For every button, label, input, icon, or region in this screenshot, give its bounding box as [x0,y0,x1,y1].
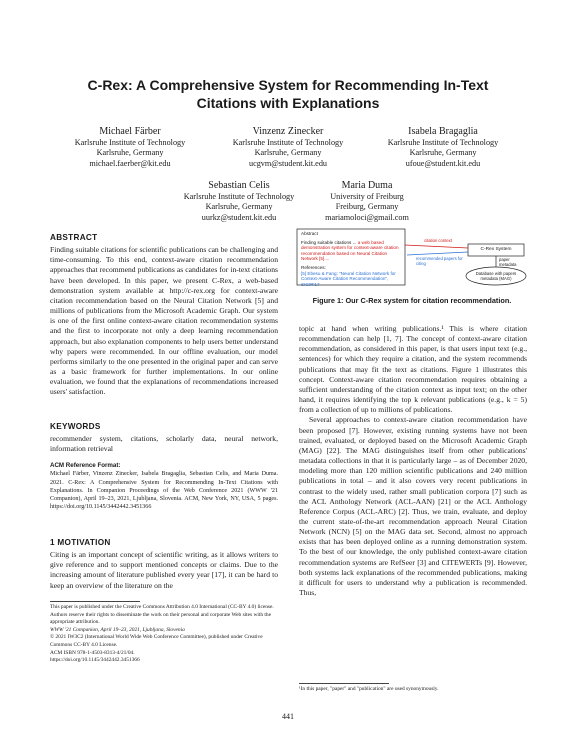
keywords-heading: KEYWORDS [50,422,101,431]
figure-caption: Figure 1: Our C-Rex system for citation recommendation. [312,296,512,305]
author-name: Vinzenz Zinecker [252,126,324,137]
author-location: Karlsruhe, Germany [409,148,477,158]
venue-text: WWW '21 Companion, April 19–23, 2021, Ljubljana, Slovenia [50,626,185,633]
copyright-text: © 2021 IW3C2 (International World Wide Web Conference Committee), published under Creative Commons CC-BY 4.0 License. [50,634,263,648]
acm-reference-heading: ACM Reference Format: [50,462,121,469]
author-block [292,180,442,223]
author-block [213,126,363,169]
motivation-section [50,538,278,591]
figure-1 [296,228,528,288]
author-location: Freiburg, Germany [335,202,399,212]
paragraph: topic at hand when writing publications.¹ This is where citation recommendation can help [1, 7]. The concept of context-aware citation recommendation, as considered in this paper, is that users input text (e.g., sentences) for which they require a citation, and the system recommends publications that may fit the text as citations. Figure 1 illustrates this concept. Context-aware citation recommendation requires obtaining a sufficient understanding of the citation context as input text; on the other hand, it requires identifying the top k relevant publications (e.g., k = 5) from a collection of up to millions of publications. [299,324,527,415]
keywords-section [50,422,278,454]
figure-text-black: Finding suitable citations ... [301,239,357,245]
abstract-section [50,233,278,398]
paper-title: C-Rex: A Comprehensive System for Recommending In-Text Citations with Explanations [87,77,489,111]
acm-reference [50,462,278,512]
author-name: Maria Duma [341,180,393,191]
author-location: Karlsruhe, Germany [205,202,273,212]
author-block [55,126,205,169]
author-affiliation: Karlsruhe Institute of Technology [387,138,499,147]
author-email: michael.faerber@kit.edu [89,158,171,168]
motivation-heading: 1 MOTIVATION [50,538,111,547]
figure-references-label: References: [301,264,326,270]
isbn-text: ACM ISBN 978-1-4503-8313-4/21/04. [50,649,135,656]
footnote-rule [299,683,389,684]
author-email: ufoue@student.kit.edu [405,158,481,168]
database-label: Database with papers metadata (MAG) [475,271,517,281]
author-name: Isabela Bragaglia [408,126,478,137]
author-email: ucgvm@student.kit.edu [248,158,328,168]
edge-label-recommended: recommended papers for citing [416,256,463,266]
motivation-text: Citing is an important concept of scientific writing, as it allows writers to give reference and to support mentioned concepts or claims. Due to the increasing amount of literature published every year [17], it can be hard to keep an overview of the literature on the [50,550,278,590]
author-affiliation: Karlsruhe Institute of Technology [74,138,186,147]
author-affiliation: Karlsruhe Institute of Technology [232,138,344,147]
figure-input-text [301,231,401,287]
license-block [50,604,278,665]
author-location: Karlsruhe, Germany [254,148,322,158]
author-affiliation: University of Freiburg [330,192,404,201]
author-email: mariamoloci@gmail.com [325,212,409,222]
license-text: This paper is published under the Creative Commons Attribution 4.0 International (CC-BY 4.0) license. Authors reserve their rights to disseminate the work on their personal and corporate Web sites with the appropriate attribution. [50,604,274,626]
doi-text: https://doi.org/10.1145/3442442.3451366 [50,657,140,664]
footnote: ¹In this paper, "paper" and "publication" are used synonymously. [299,686,439,692]
keywords-text: recommender system, citations, scholarly data, neural network, information retrieval [50,434,278,454]
figure-text-red: a web based demonstration system for context-aware citation recommendation based on Neural Citation Network [5].... [301,239,399,262]
edge-label-context: citation context [424,238,452,243]
recommend-arrow [407,252,468,255]
abstract-text: Finding suitable citations for scientific publications can be challenging and time-consuming. To this end, context-aware citation recommendation approaches that recommend publications as candidates for in-text citations have been developed. In this paper, we present C-Rex, a web-based demonstration system available at http://c-rex.org for context-aware citation recommendation based on the Neural Citation Network [5] and millions of publications from the Microsoft Academic Graph. Our system is one of the first online context-aware citation recommendation systems and the first to incorporate not only a deep learning recommendation approach, but also explanation components to help users better understand why papers were recommended. In our offline evaluation, our model performs similarly to the one presented in the original paper and can serve as a basic framework for further implementations. In our online evaluation, we found that the explanations of recommendations increased users' satisfaction. [50,245,278,397]
author-name: Michael Färber [99,126,161,137]
author-block [368,126,518,169]
figure-reference-blue: [5] Ebesu & Fang: "Neural Citation Network for Context-Aware Citation Recommendation", SIGIR'17 [301,270,396,287]
page-number: 441 [282,712,294,721]
context-arrow [405,245,468,248]
acm-reference-text: Michael Färber, Vinzenz Zinecker, Isabela Bragaglia, Sebastian Celis, and Maria Duma. 2021. C-Rex: A Comprehensive System for Recommending In-Text Citations with Explanations. In Companion Proceedings of the Web Conference 2021 (WWW '21 Companion), April 19–23, 2021, Ljubljana, Slovenia. ACM, New York, NY, USA, 5 pages. https://doi.org/10.1145/3442442.3451366 [50,471,278,511]
system-label: C-Rex System [480,247,512,252]
footnote-rule [50,601,140,602]
abstract-heading: ABSTRACT [50,233,98,242]
author-affiliation: Karlsruhe Institute of Technology [183,192,295,201]
figure-abstract-label: Abstract [301,231,318,236]
edge-label-metadata: paper metadata [499,257,517,267]
right-column-text [299,324,527,598]
author-email: uurkz@student.kit.edu [201,212,277,222]
author-location: Karlsruhe, Germany [96,148,164,158]
paragraph: Several approaches to context-aware citation recommendation have been proposed [7]. However, existing running systems have not been trained, evaluated, or deployed based on the Microsoft Academic Graph (MAG) [22]. The MAG distinguishes itself from other publications' metadata collections in that it is particularly large – as of December 2020, modeling more than 120 million scientific publications and 240 million publications in total – and it also covers very recent publications in contrast to the widely used, rather small publication corpora [7] such as the ACL Anthology Network (ACL-AAN) [21] or the ACL Anthology Reference Corpus (ACL-ARC) [2]. Thus, we train, evaluate, and deploy the current state-of-the-art recommendation approach Neural Citation Network (NCN) [5] on the MAG data set. Second, almost no approach exists that has been deployed online as a running demonstration system. To the best of our knowledge, the only published context-aware citation recommendation systems are RefSeer [3] and CITEWERTs [9]. However, both systems lack explanations of the recommended publications, making it difficult for users to understand why a publication is recommended. Thus, [299,415,527,598]
author-name: Sebastian Celis [208,180,270,191]
